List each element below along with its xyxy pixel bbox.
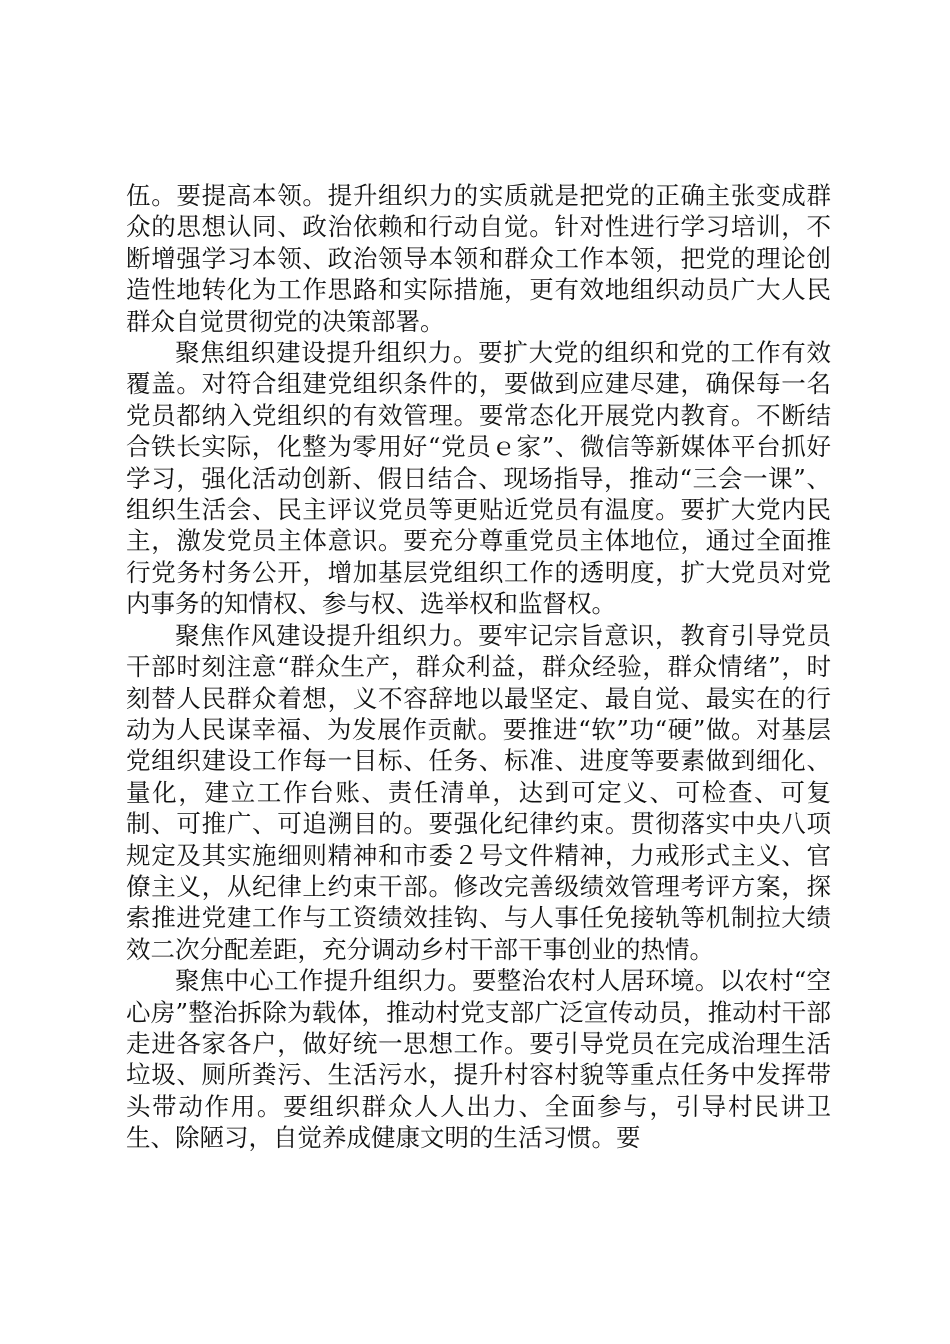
- paragraph-1: 伍。要提高本领。提升组织力的实质就是把党的正确主张变成群众的思想认同、政治依赖和行动自觉。针对性进行学习培训，不断增强学习本领、政治领导本领和群众工作本领，把党的理论创造性地转化为工作思路和实际措施，更有效地组织动员广大人民群众自觉贯彻党的决策部署。: [126, 181, 831, 336]
- paragraph-3: 聚焦作风建设提升组织力。要牢记宗旨意识，教育引导党员干部时刻注意“群众生产，群众利益，群众经验，群众情绪”，时刻替人民群众着想，义不容辞地以最坚定、最自觉、最实在的行动为人民谋幸福、为发展作贡献。要推进“软”功“硬”做。对基层党组织建设工作每一目标、任务、标准、进度等要素做到细化、量化，建立工作台账、责任清单，达到可定义、可检查、可复制、可推广、可追溯目的。要强化纪律约束。贯彻落实中央八项规定及其实施细则精神和市委２号文件精神，力戒形式主义、官僚主义，从纪律上约束干部。修改完善级绩效管理考评方案，探索推进党建工作与工资绩效挂钩、与人事任免接轨等机制拉大绩效二次分配差距，充分调动乡村干部干事创业的热情。: [126, 620, 831, 964]
- paragraph-2: 聚焦组织建设提升组织力。要扩大党的组织和党的工作有效覆盖。对符合组建党组织条件的，要做到应建尽建，确保每一名党员都纳入党组织的有效管理。要常态化开展党内教育。不断结合铁长实际，化整为零用好“党员ｅ家”、微信等新媒体平台抓好学习，强化活动创新、假日结合、现场指导，推动“三会一课”、组织生活会、民主评议党员等更贴近党员有温度。要扩大党内民主，激发党员主体意识。要充分尊重党员主体地位，通过全面推行党务村务公开，增加基层党组织工作的透明度，扩大党员对党内事务的知情权、参与权、选举权和监督权。: [126, 338, 831, 619]
- document-body: [126, 180, 831, 1154]
- paragraph-4: 聚焦中心工作提升组织力。要整治农村人居环境。以农村“空心房”整治拆除为载体，推动村党支部广泛宣传动员，推动村干部走进各家各户，做好统一思想工作。要引导党员在完成治理生活垃圾、厕所粪污、生活污水，提升村容村貌等重点任务中发挥带头带动作用。要组织群众人人出力、全面参与，引导村民讲卫生、除陋习，自觉养成健康文明的生活习惯。要: [126, 966, 831, 1153]
